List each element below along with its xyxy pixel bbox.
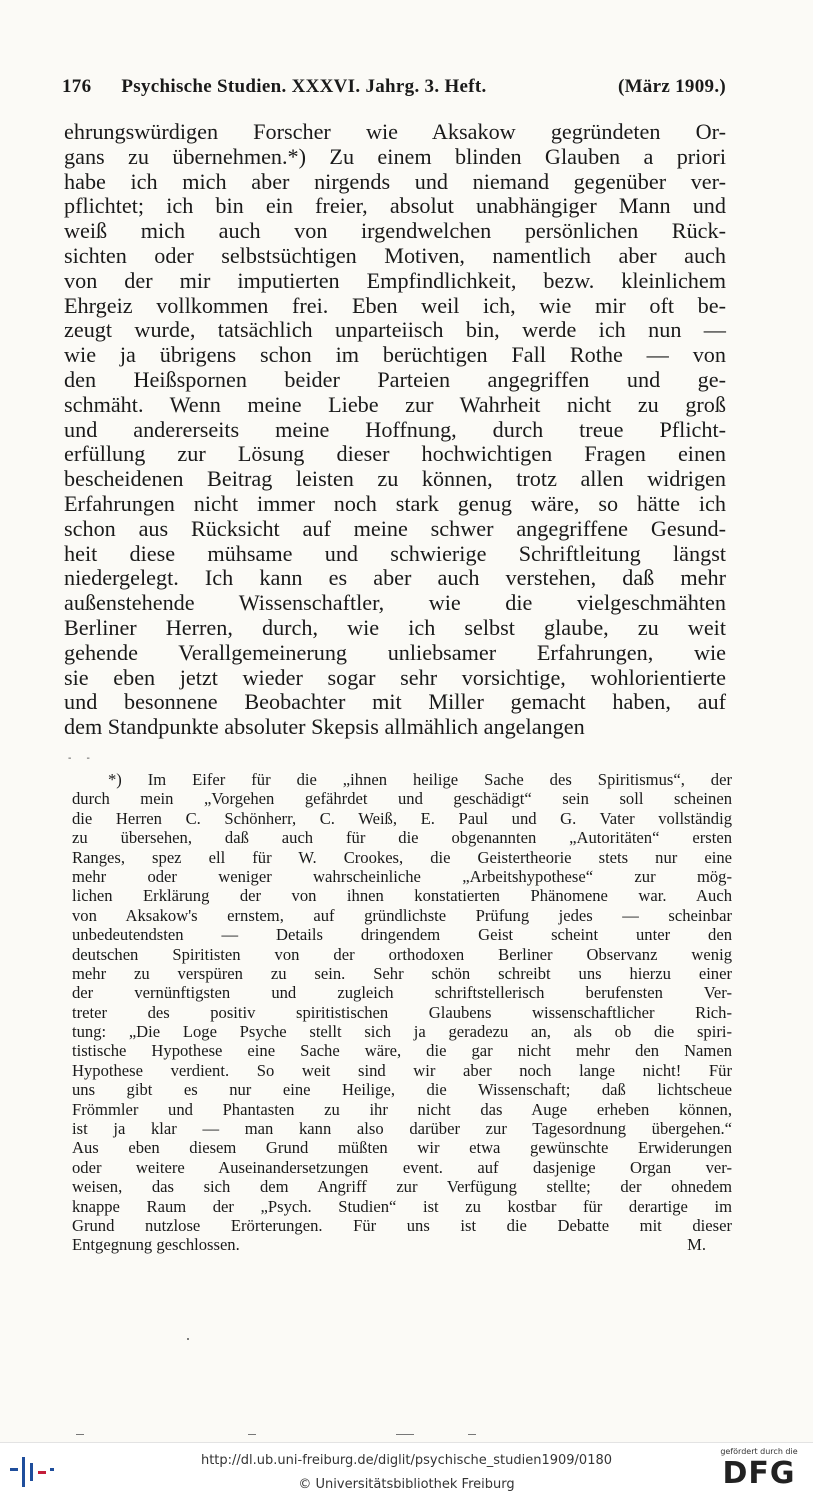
main-text bbox=[64, 120, 726, 740]
text-line: Erfahrungen nicht immer noch stark genug wäre, so hätte ich bbox=[64, 490, 726, 516]
footnote-line: Grund nutzlose Erörterungen. Für uns ist die Debatte mit dieser bbox=[72, 1215, 732, 1235]
footnote-line: Ranges, spez ell für W. Crookes, die Geistertheorie stets nur eine bbox=[72, 847, 732, 867]
footnote bbox=[72, 770, 732, 1255]
footnote-line: Hypothese verdient. So weit sind wir aber noch lange nicht! Für bbox=[72, 1060, 732, 1080]
text-line: sie eben jetzt wieder sogar sehr vorsichtige, wohlorientierte bbox=[64, 664, 726, 690]
issue-date: (März 1909.) bbox=[617, 76, 726, 97]
text-line: und andererseits meine Hoffnung, durch treue Pflicht- bbox=[64, 416, 726, 442]
text-line: heit diese mühsame und schwierige Schriftleitung längst bbox=[64, 540, 726, 566]
text-line: Berliner Herren, durch, wie ich selbst glaube, zu weit bbox=[64, 614, 726, 640]
footnote-line: Aus eben diesem Grund müßten wir etwa gewünschte Erwiderungen bbox=[72, 1138, 732, 1158]
footnote-line: weisen, das sich dem Angriff zur Verfügung stellte; der ohnedem bbox=[72, 1177, 732, 1197]
text-line: schon aus Rücksicht auf meine schwer angegriffene Gesund- bbox=[64, 515, 726, 541]
footnote-line: tung: „Die Loge Psyche stellt sich ja geradezu an, als ob die spiri- bbox=[72, 1022, 732, 1042]
copyright-notice: © Universitätsbibliothek Freiburg bbox=[298, 1477, 515, 1492]
footnote-line: treter des positiv spiritistischen Glaubens wissenschaftlicher Rich- bbox=[72, 1002, 732, 1022]
text-line: dem Standpunkte absoluter Skepsis allmählich angelangen bbox=[64, 714, 585, 740]
footnote-line: tistische Hypothese eine Sache wäre, die gar nicht mehr den Namen bbox=[72, 1041, 732, 1061]
footnote-line: uns gibt es nur eine Heilige, die Wissenschaft; daß lichtscheue bbox=[72, 1080, 732, 1100]
text-line: bescheidenen Beitrag leisten zu können, trotz allen widrigen bbox=[64, 466, 726, 492]
bottom-scan-marks bbox=[76, 1434, 496, 1436]
footnote-line: knappe Raum der „Psych. Studien“ ist zu kostbar für derartige im bbox=[72, 1196, 732, 1216]
footnote-line: Frömmler und Phantasten zu ihr nicht das Auge erheben können, bbox=[72, 1099, 732, 1119]
footnote-line: oder weitere Auseinandersetzungen event. auf dasjenige Organ ver- bbox=[72, 1157, 732, 1177]
text-line: wie ja übrigens schon im berüchtigen Fall Rothe — von bbox=[64, 342, 726, 368]
text-line: habe ich mich aber nirgends und niemand gegenüber ver- bbox=[64, 168, 726, 194]
text-line: niedergelegt. Ich kann es aber auch verstehen, daß mehr bbox=[64, 565, 726, 591]
footnote-line: der vernünftigsten und zugleich schriftstellerisch berufensten Ver- bbox=[72, 983, 732, 1003]
text-line: erfüllung zur Lösung dieser hochwichtigen Fragen einen bbox=[64, 441, 726, 467]
text-line: sichten oder selbstsüchtigen Motiven, namentlich aber auch bbox=[64, 242, 726, 268]
footnote-line: unbedeutendsten — Details dringendem Geist scheint unter den bbox=[72, 925, 732, 945]
text-line: von der mir imputierten Empfindlichkeit, bezw. kleinlichem bbox=[64, 267, 726, 293]
footnote-line: deutschen Spiritisten von der orthodoxen Berliner Observanz wenig bbox=[72, 944, 732, 964]
footnote-line: von Aksakow's ernstem, auf gründlichste Prüfung jedes — scheinbar bbox=[72, 905, 732, 925]
text-line: und besonnene Beobachter mit Miller gemacht haben, auf bbox=[64, 689, 726, 715]
text-line: gans zu übernehmen.*) Zu einem blinden Glauben a priori bbox=[64, 143, 726, 169]
footnote-line: durch mein „Vorgehen gefährdet und geschädigt“ sein soll scheinen bbox=[72, 789, 732, 809]
footnote-separator: - - bbox=[68, 753, 96, 764]
text-line: ehrungswürdigen Forscher wie Aksakow gegründeten Or- bbox=[64, 119, 726, 144]
text-line: schmäht. Wenn meine Liebe zur Wahrheit nicht zu groß bbox=[64, 391, 726, 417]
text-line: Ehrgeiz vollkommen frei. Eben weil ich, wie mir oft be- bbox=[64, 292, 726, 318]
footnote-closing-text: Entgegnung geschlossen. bbox=[72, 1235, 240, 1255]
footnote-line: die Herren C. Schönherr, C. Weiß, E. Paul und G. Vater vollständig bbox=[72, 808, 732, 828]
footnote-line: *) Im Eifer für die „ihnen heilige Sache des Spiritismus“, der bbox=[108, 770, 732, 789]
text-line: den Heißspornen beider Parteien angegriffen und ge- bbox=[64, 366, 726, 392]
running-title: Psychische Studien. XXXVI. Jahrg. 3. Heft. bbox=[121, 76, 487, 97]
text-line: zeugt wurde, tatsächlich unparteiisch bin, werde ich nun — bbox=[64, 317, 726, 343]
footnote-line: mehr zu verspüren zu sein. Sehr schön schreibt uns hierzu einer bbox=[72, 963, 732, 983]
page-number: 176 bbox=[62, 76, 92, 97]
text-line: gehende Verallgemeinerung unliebsamer Erfahrungen, wie bbox=[64, 639, 726, 665]
scan-speck bbox=[187, 1338, 189, 1340]
footnote-line: mehr oder weniger wahrscheinliche „Arbeitshypothese“ zur mög- bbox=[72, 866, 732, 886]
footnote-closing-line bbox=[72, 1235, 732, 1254]
signature: M. bbox=[687, 1235, 706, 1255]
dfg-logo-icon: DFG bbox=[722, 1456, 796, 1491]
dfg-caption: gefördert durch die bbox=[720, 1447, 798, 1456]
text-line: pflichtet; ich bin ein freier, absolut unabhängiger Mann und bbox=[64, 193, 726, 219]
dfg-logo bbox=[713, 1447, 805, 1495]
viewer-footer bbox=[0, 1442, 813, 1498]
text-line: außenstehende Wissenschaftler, wie die vielgeschmähten bbox=[64, 590, 726, 616]
footnote-line: zu übersehen, daß auch für die obgenannten „Autoritäten“ ersten bbox=[72, 828, 732, 848]
footnote-line: lichen Erklärung der von ihnen konstatierten Phänomene war. Auch bbox=[72, 886, 732, 906]
text-line: weiß mich auch von irgendwelchen persönlichen Rück- bbox=[64, 218, 726, 244]
running-header bbox=[62, 76, 726, 98]
permalink-url[interactable]: http://dl.ub.uni-freiburg.de/diglit/psychische_studien1909/0180 bbox=[200, 1453, 613, 1468]
footnote-line: ist ja klar — man kann also darüber zur Tagesordnung übergehen.“ bbox=[72, 1119, 732, 1139]
